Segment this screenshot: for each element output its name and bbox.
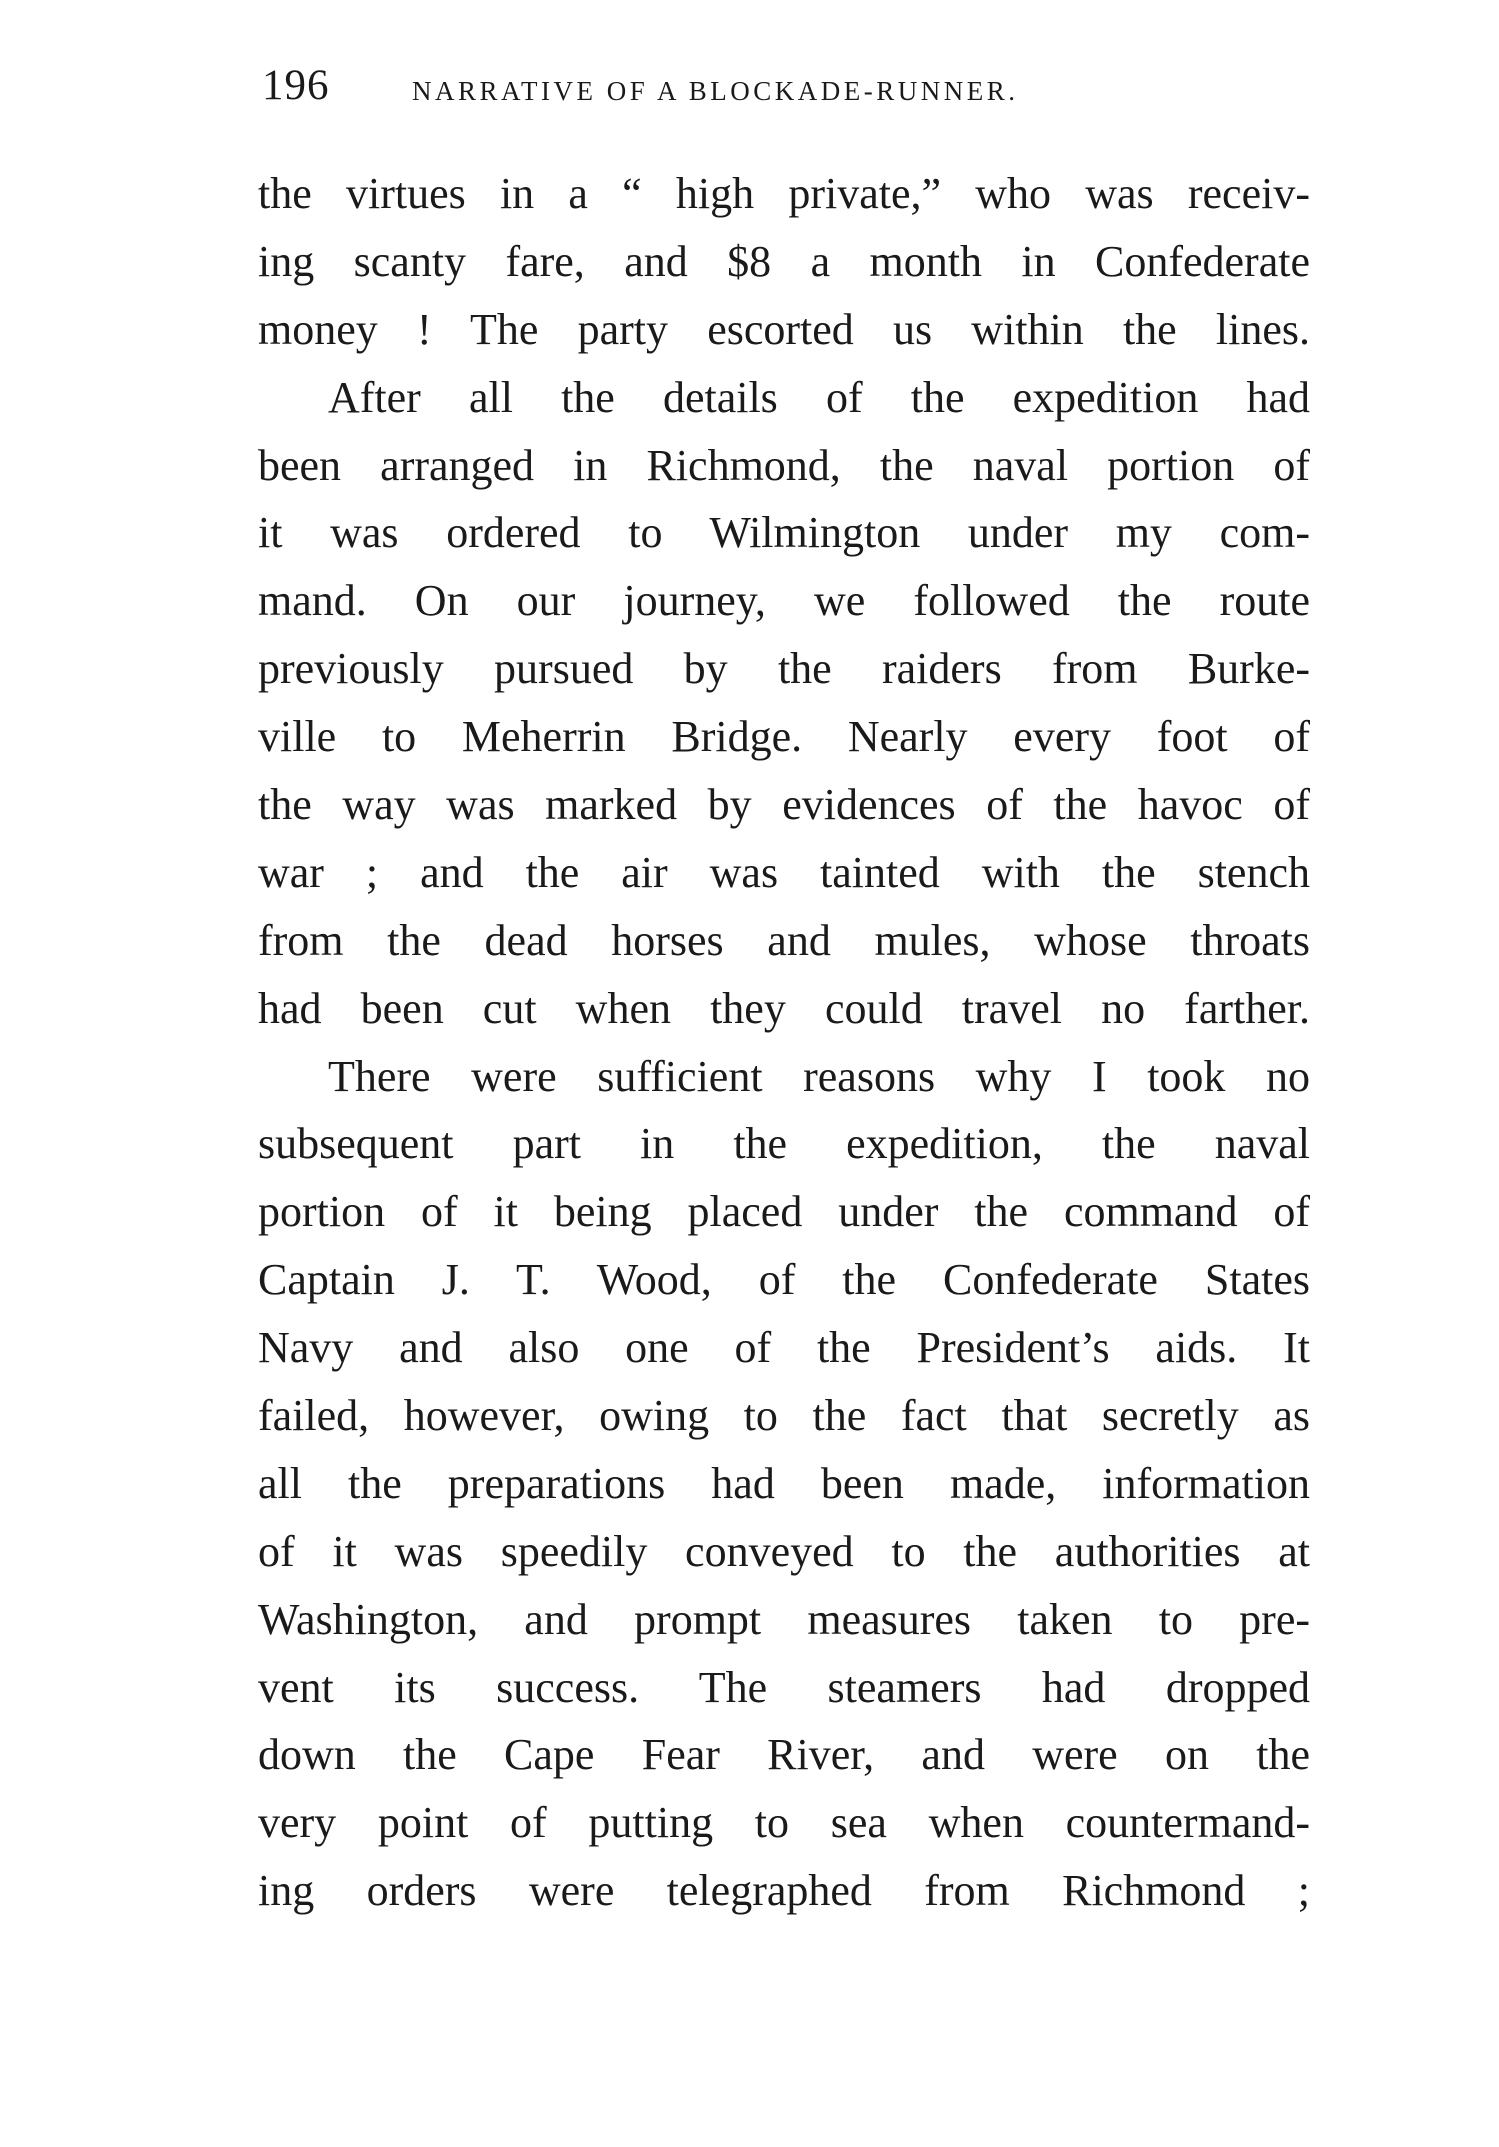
text-line: it was ordered to Wilmington under my com-: [258, 508, 1310, 558]
text-line: Navy and also one of the President’s aids. It: [258, 1323, 1310, 1373]
text-line: down the Cape Fear River, and were on the: [258, 1730, 1310, 1780]
text-line-paragraph-start: After all the details of the expedition had: [328, 372, 1310, 422]
text-line: all the preparations had been made, information: [258, 1458, 1310, 1508]
text-line: had been cut when they could travel no farther.: [258, 983, 1310, 1033]
text-line: very point of putting to sea when countermand-: [258, 1798, 1310, 1848]
page-number: 196: [262, 62, 330, 109]
text-line: Washington, and prompt measures taken to pre-: [258, 1594, 1310, 1644]
text-line: mand. On our journey, we followed the route: [258, 576, 1310, 626]
text-line: ing scanty fare, and $8 a month in Confederate: [258, 236, 1310, 286]
text-line: failed, however, owing to the fact that secretly as: [258, 1391, 1310, 1441]
text-line: from the dead horses and mules, whose throats: [258, 915, 1310, 965]
text-line: Captain J. T. Wood, of the Confederate States: [258, 1255, 1310, 1305]
text-line: portion of it being placed under the command of: [258, 1187, 1310, 1237]
text-line: the way was marked by evidences of the havoc of: [258, 780, 1310, 830]
text-line: ing orders were telegraphed from Richmond ;: [258, 1866, 1310, 1916]
body-text: [258, 160, 1310, 1925]
text-line: been arranged in Richmond, the naval portion of: [258, 440, 1310, 490]
running-head: NARRATIVE OF A BLOCKADE-RUNNER.: [412, 76, 1019, 106]
text-line: money ! The party escorted us within the lines.: [258, 304, 1310, 354]
text-line: of it was speedily conveyed to the authorities at: [258, 1526, 1310, 1576]
text-line: ville to Meherrin Bridge. Nearly every foot of: [258, 712, 1310, 762]
text-line: war ; and the air was tainted with the stench: [258, 847, 1310, 897]
text-line-paragraph-start: There were sufficient reasons why I took no: [328, 1051, 1310, 1101]
text-line: the virtues in a “ high private,” who was receiv-: [258, 169, 1310, 218]
text-line: previously pursued by the raiders from Burke-: [258, 644, 1310, 694]
text-line: subsequent part in the expedition, the naval: [258, 1119, 1310, 1169]
text-line: vent its success. The steamers had dropped: [258, 1662, 1310, 1712]
page-header: [262, 56, 1312, 116]
